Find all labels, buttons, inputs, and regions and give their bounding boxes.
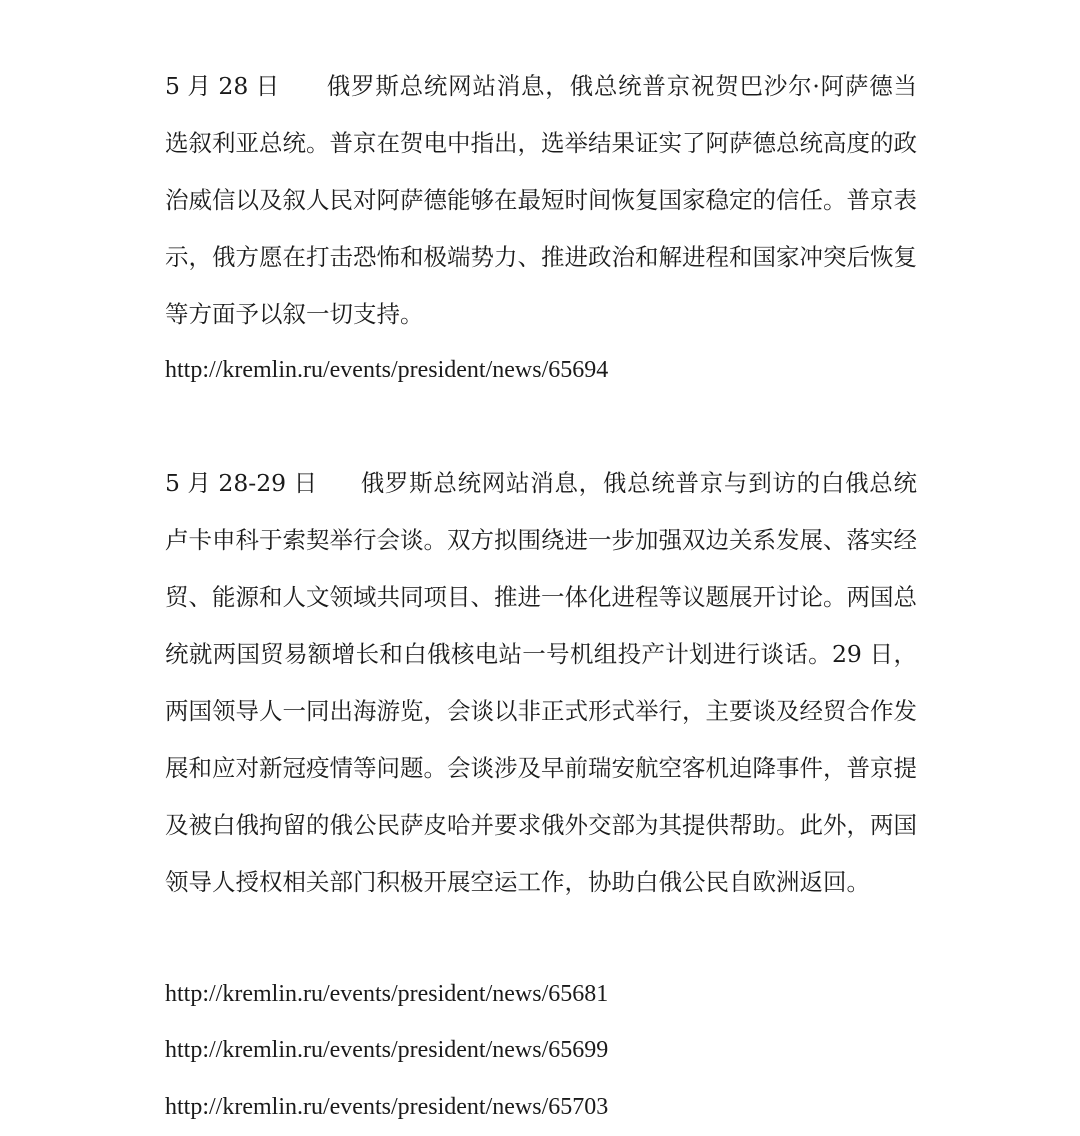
news-entry	[165, 455, 917, 911]
entry-body: 俄罗斯总统网站消息，俄总统普京祝贺巴沙尔·阿萨德当选叙利亚总统。普京在贺电中指出，选举结果证实了阿萨德总统高度的政治威信以及叙人民对阿萨德能够在最短时间恢复国家稳定的信任。普京表示，俄方愿在打击恐怖和极端势力、推进政治和解进程和国家冲突后恢复等方面予以叙一切支持。	[165, 72, 917, 328]
entry-body: 俄罗斯总统网站消息，俄总统普京与到访的白俄总统卢卡申科于索契举行会谈。双方拟围绕进一步加强双边关系发展、落实经贸、能源和人文领域共同项目、推进一体化进程等议题展开讨论。两国总统就两国贸易额增长和白俄核电站一号机组投产计划进行谈话。29 日，两国领导人一同出海游览，会谈以非正式形式举行，主要谈及经贸合作发展和应对新冠疫情等问题。会谈涉及早前瑞安航空客机迫降事件，普京提及被白俄拘留的俄公民萨皮哈并要求俄外交部为其提供帮助。此外，两国领导人授权相关部门积极开展空运工作，协助白俄公民自欧洲返回。	[165, 469, 917, 896]
source-link[interactable]: http://kremlin.ru/events/president/news/65681	[165, 981, 609, 1007]
entry-date: 5 月 28-29 日	[165, 469, 318, 497]
entry-date: 5 月 28 日	[165, 72, 280, 100]
source-link[interactable]: http://kremlin.ru/events/president/news/65703	[165, 1094, 609, 1120]
news-entry	[165, 58, 917, 343]
source-link[interactable]: http://kremlin.ru/events/president/news/65699	[165, 1037, 609, 1063]
source-link[interactable]: http://kremlin.ru/events/president/news/65694	[165, 357, 609, 383]
